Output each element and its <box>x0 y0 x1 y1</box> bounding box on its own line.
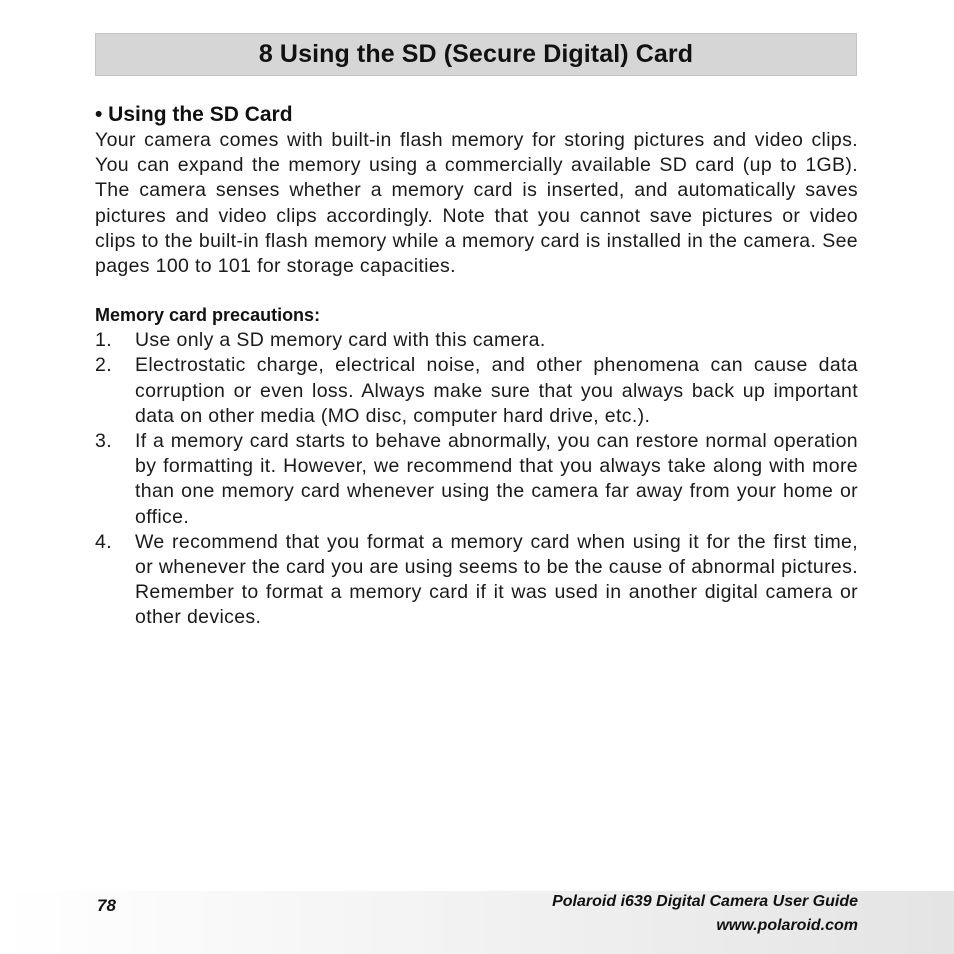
website-text: www.polaroid.com <box>716 917 858 934</box>
list-item-number: 4. <box>95 530 112 553</box>
list-item-text: We recommend that you format a memory card when using it for the first time, or whenever the card you are using seems to be the cause of abnormal pictures. Remember to format a memory card if it was used in another digital camera or other devices. <box>135 530 858 629</box>
precautions-heading: Memory card precautions: <box>95 305 321 326</box>
list-item-text: If a memory card starts to behave abnormally, you can restore normal operation by formatting it. However, we recommend that you always take along with more than one memory card whenever using the camera far away from your home or office. <box>135 430 858 528</box>
precautions-list <box>95 328 858 630</box>
list-item-number: 3. <box>95 430 112 453</box>
list-item-number: 1. <box>95 329 112 352</box>
list-item <box>95 328 858 353</box>
section-heading: • Using the SD Card <box>95 103 293 126</box>
footer-info <box>552 890 858 938</box>
chapter-title-bar <box>95 33 857 76</box>
intro-paragraph: Your camera comes with built-in flash memory for storing pictures and video clips. You can expand the memory using a commercially available SD card (up to 1GB). The camera senses whether a memory card is inserted, and automatically saves pictures and video clips accordingly. Note that you cannot save pictures or video clips to the built-in flash memory while a memory card is installed in the camera. See pages 100 to 101 for storage capacities. <box>95 129 858 278</box>
chapter-title: 8 Using the SD (Secure Digital) Card <box>258 40 694 68</box>
list-item-text: Electrostatic charge, electrical noise, and other phenomena can cause data corruption or even loss. Always make sure that you always back up important data on other media (MO disc, computer hard drive, etc.). <box>135 354 858 427</box>
guide-title: Polaroid i639 Digital Camera User Guide <box>552 893 858 910</box>
list-item <box>95 353 858 429</box>
list-item <box>95 429 858 530</box>
list-item-number: 2. <box>95 354 112 377</box>
list-item <box>95 530 858 631</box>
list-item-text: Use only a SD memory card with this camera. <box>135 329 546 352</box>
main-content <box>95 101 858 631</box>
page-number: 78 <box>97 896 116 915</box>
